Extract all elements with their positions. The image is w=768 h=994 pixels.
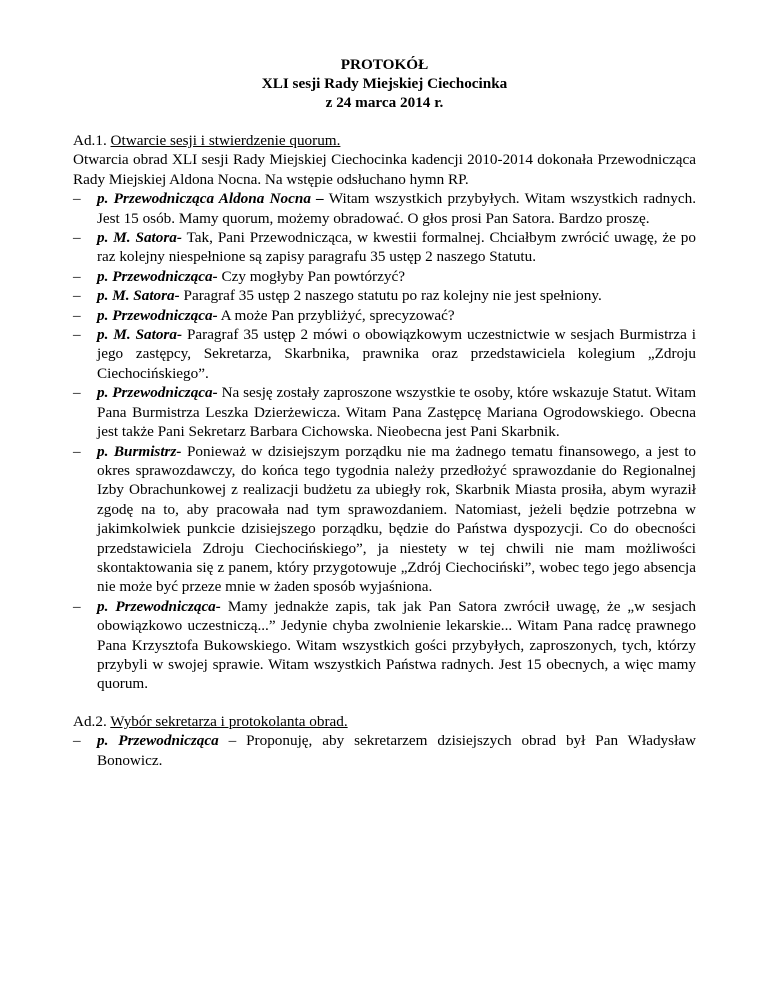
section-2 xyxy=(73,712,696,770)
dash-marker: – xyxy=(73,732,81,750)
title-line-session: XLI sesji Rady Miejskiej Ciechocinka xyxy=(261,75,508,92)
speech-text: Paragraf 35 ustęp 2 mówi o obowiązkowym uczestnictwie w sesjach Burmistrza i jego zastępcy, Sekretarza, Skarbnika, prawnika oraz przedstawiciela kolegium „Zdroju Ciechocińskiego”. xyxy=(97,326,696,382)
transcript-entry xyxy=(73,442,696,597)
speaker-name: p. Przewodnicząca- xyxy=(97,267,218,285)
transcript-entry xyxy=(73,189,696,228)
document-page xyxy=(73,55,696,770)
speaker-name: p. Przewodnicząca Aldona Nocna – xyxy=(97,190,324,208)
speaker-name: p. Przewodnicząca- xyxy=(97,306,218,324)
speaker-name: p. M. Satora- xyxy=(97,326,182,344)
speaker-name: p. Przewodnicząca- xyxy=(97,384,218,402)
section-1-intro: Otwarcia obrad XLI sesji Rady Miejskiej Ciechocinka kadencji 2010-2014 dokonała Przewodnicząca Rady Miejskiej Aldona Nocna. Na wstępie odsłuchano hymn RP. xyxy=(73,151,696,188)
transcript-entry xyxy=(73,286,696,305)
section-2-heading xyxy=(73,712,696,731)
transcript-entry xyxy=(73,597,696,694)
speech-text: Czy mogłyby Pan powtórzyć? xyxy=(217,267,405,285)
speech-text: Ponieważ w dzisiejszym porządku nie ma żadnego tematu finansowego, a jest to okres sprawozdawczy, do końca tego tygodnia należy przedłożyć sprawozdanie do Regionalnej Izby Obrachunkowej z realizacji budżetu za ubiegły rok, Skarbnik Miasta prosiła, abym wyraził zgodę na to, aby pracowała nad tym sprawozdaniem. Natomiast, jeżeli będzie potrzebna w jakimkolwiek punkcie dzisiejszego porządku, będzie do Państwa dyspozycji. Co do obecności przedstawiciela Zdroju Ciechocińskiego”, ja niestety w tej chwili nie mam możliwości skontaktowania się z panem, który przygotowuje „Zdrój Ciechociński”, wobec tego jego absencja nie może być przeze mnie w żaden sposób wyjaśniona. xyxy=(97,442,697,596)
section-1-prefix: Ad.1. xyxy=(73,132,107,149)
document-title xyxy=(73,55,696,112)
title-line-date: z 24 marca 2014 r. xyxy=(325,94,444,111)
speech-text: Mamy jednakże zapis, tak jak Pan Satora zwrócił uwagę, że „w sesjach obowiązkowo uczestniczą...” Jedynie chyba zwolnienie lekarskie... Witam Pana radcę prawnego Pana Krzysztofa Bukowskiego. Witam wszystkich gości przybyłych, zaproszonych, tych, którzy przybyli w swojej sprawie. Witam wszystkich Państwa radnych. Jest 15 obecnych, a więc mamy quorum. xyxy=(97,597,696,693)
speech-text: Tak, Pani Przewodnicząca, w kwestii formalnej. Chciałbym zwrócić uwagę, że po raz kolejny niespełnione są zapisy paragrafu 35 ustęp 2 naszego Statutu. xyxy=(97,229,696,266)
speech-text: – Proponuję, aby sekretarzem dzisiejszych obrad był Pan Władysław Bonowicz. xyxy=(97,732,696,769)
speech-text: Witam wszystkich przybyłych. Witam wszystkich radnych. Jest 15 osób. Mamy quorum, możemy obradować. O głos prosi Pan Satora. Bardzo proszę. xyxy=(97,190,696,227)
dash-marker: – xyxy=(73,442,81,460)
speaker-name: p. M. Satora- xyxy=(97,287,180,305)
dash-marker: – xyxy=(73,326,81,344)
speaker-name: p. Burmistrz- xyxy=(97,442,182,460)
dash-marker: – xyxy=(73,190,81,208)
section-gap xyxy=(73,694,696,712)
section-1-title: Otwarcie sesji i stwierdzenie quorum. xyxy=(110,132,341,149)
dash-marker: – xyxy=(73,267,81,285)
section-2-title: Wybór sekretarza i protokolanta obrad. xyxy=(110,712,348,730)
dash-marker: – xyxy=(73,306,81,324)
dash-marker: – xyxy=(73,287,81,305)
section-2-prefix: Ad.2. xyxy=(73,712,107,730)
transcript-entry xyxy=(73,383,696,441)
dash-marker: – xyxy=(73,384,81,402)
transcript-entry xyxy=(73,731,696,770)
transcript-entry xyxy=(73,267,696,286)
dash-marker: – xyxy=(73,229,81,247)
title-spacer xyxy=(73,112,696,131)
section-1-heading xyxy=(73,131,696,150)
speech-text: Paragraf 35 ustęp 2 naszego statutu po raz kolejny nie jest spełniony. xyxy=(179,287,602,305)
speaker-name: p. M. Satora- xyxy=(97,229,182,247)
transcript-entry xyxy=(73,228,696,267)
dash-marker: – xyxy=(73,597,81,615)
speaker-name: p. Przewodnicząca xyxy=(97,732,219,750)
speaker-name: p. Przewodnicząca- xyxy=(97,597,221,615)
speech-text: Na sesję zostały zaproszone wszystkie te osoby, które wskazuje Statut. Witam Pana Burmistrza Leszka Dzierżewicza. Witam Pana Zastępcę Mariana Ogrodowskiego. Obecna jest także Pani Sekretarz Barbara Cichowska. Nieobecna jest Pani Skarbnik. xyxy=(97,384,697,441)
title-line-protokol: PROTOKÓŁ xyxy=(340,56,429,73)
section-2-entries xyxy=(73,731,696,770)
speech-text: A może Pan przybliżyć, sprecyzować? xyxy=(217,306,455,324)
section-1 xyxy=(73,131,696,694)
transcript-entry xyxy=(73,306,696,325)
transcript-entry xyxy=(73,325,696,383)
section-1-entries xyxy=(73,189,696,694)
